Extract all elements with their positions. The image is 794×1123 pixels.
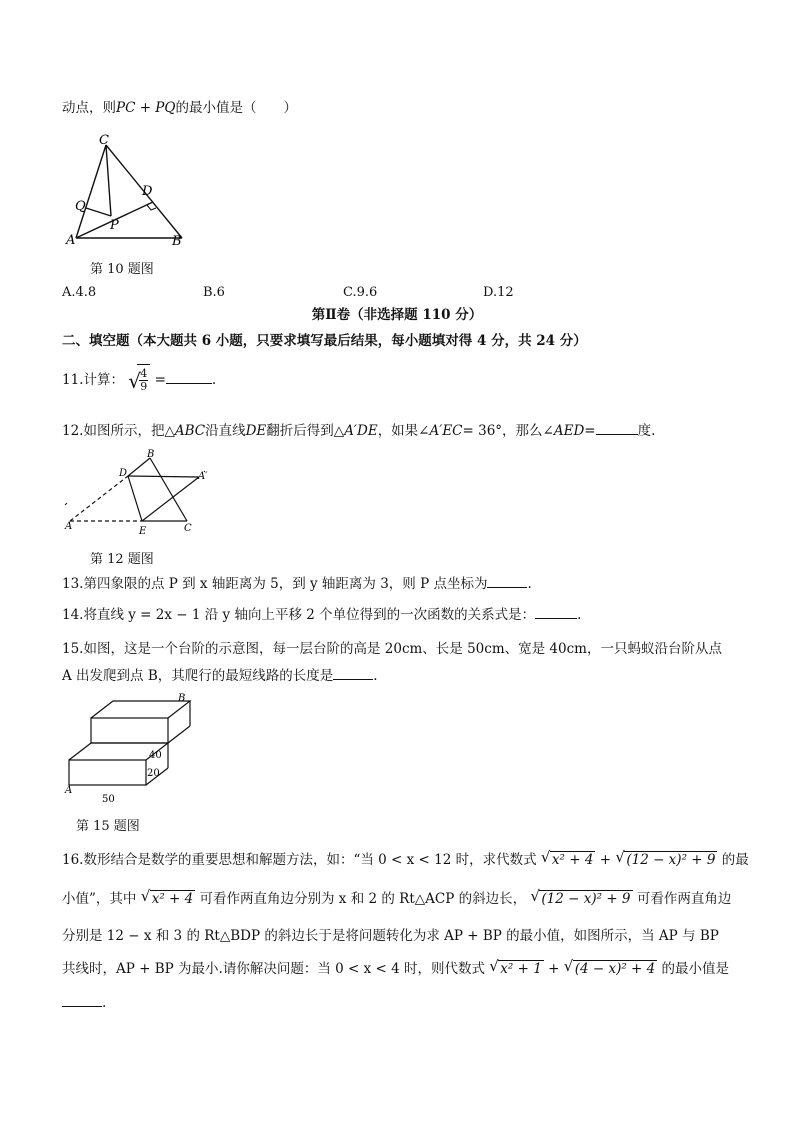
q10-expr: PC + PQ — [116, 100, 176, 116]
q16-line2 — [62, 888, 731, 910]
q15-figure — [62, 690, 202, 808]
q16-line4 — [62, 958, 729, 980]
q16-sqrt3: √ x² + 4 — [140, 887, 194, 907]
q10-text-end: 的最小值是（ ） — [175, 100, 297, 116]
q16-answer-blank[interactable] — [62, 993, 102, 1007]
q10-label-q: Q — [75, 199, 86, 214]
q10-option-d: D.12 — [483, 285, 514, 300]
q16-plus: + — [599, 852, 612, 868]
q16-sqrt4: √ (12 − x)² + 9 — [530, 887, 631, 907]
q12-label-a: A — [65, 521, 73, 532]
q12-t4: ，如果∠ — [377, 423, 430, 439]
q10-option-b: B.6 — [203, 285, 225, 300]
q16-line5 — [62, 993, 106, 1012]
q10-figure — [62, 132, 202, 247]
q14-answer-blank[interactable] — [535, 605, 577, 619]
q15-line2-text: A 出发爬到点 B，其爬行的最短线路的长度是 — [62, 668, 334, 684]
q11-end: . — [211, 372, 217, 388]
q15-label-50: 50 — [102, 794, 115, 805]
q15-caption: 第 15 题图 — [76, 819, 140, 834]
q15-label-b: B — [178, 693, 186, 704]
q13-answer-blank[interactable] — [487, 574, 527, 588]
q14-end: . — [577, 607, 582, 623]
q14-text: 14.将直线 y = 2x − 1 沿 y 轴向上平移 2 个单位得到的一次函数的关系式是： — [62, 607, 536, 623]
q14 — [62, 605, 581, 624]
q16-sqrt2-body: (12 − x)² + 9 — [626, 852, 716, 868]
q15-answer-blank[interactable] — [333, 666, 373, 680]
q10-label-d: D — [142, 184, 153, 199]
q12-label-a1: A′ — [198, 471, 208, 482]
q10-text: 动点，则 — [62, 100, 116, 116]
q15-label-a: A — [65, 785, 73, 796]
q16-sqrt6: √ (4 − x)² + 4 — [563, 957, 656, 977]
q13-text: 13.第四象限的点 P 到 x 轴距离为 5，到 y 轴距离为 3，则 P 点坐标为 — [62, 576, 488, 592]
q16-line1 — [62, 849, 749, 871]
q12-ade: A′DE — [344, 423, 378, 439]
q16-sqrt1-body: x² + 4 — [551, 852, 594, 868]
q16-sqrt3-body: x² + 4 — [151, 891, 194, 907]
q16-l1a: 16.数形结合是数学的重要思想和解题方法，如：“当 0 < x < 12 时，求代数式 — [62, 852, 537, 868]
q10-label-b: B — [172, 234, 182, 247]
q10-stem — [62, 99, 297, 117]
q16-l2b: 可看作两直角边分别为 x 和 2 的 Rt△ACP 的斜边长， — [199, 891, 527, 907]
q15-line1: 15.如图，这是一个台阶的示意图，每一层台阶的高是 20cm、长是 50cm、宽是 40cm，一只蚂蚁沿台阶从点 — [62, 641, 722, 657]
q16-sqrt2: √ (12 − x)² + 9 — [615, 848, 716, 868]
q16-l2a: 小值”，其中 — [62, 891, 137, 907]
q16-line3: 分别是 12 − x 和 3 的 Rt△BDP 的斜边长于是将问题转化为求 AP + BP 的最小值，如图所示，当 AP 与 BP — [62, 928, 719, 944]
q10-option-c: C.9.6 — [343, 285, 378, 300]
q16-l4b: 的最小值是 — [661, 961, 730, 977]
section2-title: 第Ⅱ卷（非选择题 110 分） — [311, 307, 483, 323]
q12-de: DE — [245, 423, 267, 439]
q10-label-c: C — [99, 133, 109, 148]
q11-label: 11.计算： — [62, 372, 124, 388]
q13-end: . — [527, 576, 532, 592]
q15-line2 — [62, 666, 378, 685]
q11-sqrt: √ $\frac{4}{9}$ — [128, 364, 150, 395]
q13 — [62, 574, 532, 593]
q16-l4a: 共线时，AP + BP 为最小.请你解决问题：当 0 < x < 4 时，则代数式 — [62, 961, 485, 977]
q12-abc: ABC — [174, 423, 206, 439]
q10-option-a: A.4.8 — [62, 285, 97, 300]
q12-end: 度. — [637, 423, 656, 439]
section2-heading: 二、填空题（本大题共 6 小题，只要求填写最后结果，每小题填对得 4 分，共 24 分） — [62, 333, 587, 349]
q11-denominator: 9 — [140, 380, 148, 393]
q12-answer-blank[interactable] — [596, 421, 638, 435]
q10-caption: 第 10 题图 — [90, 262, 154, 277]
q16-sqrt6-body: (4 − x)² + 4 — [574, 961, 656, 977]
q15-end: . — [373, 668, 378, 684]
q11 — [62, 364, 216, 394]
q12-figure — [62, 448, 222, 540]
q15-label-40: 40 — [149, 750, 162, 761]
q16-sqrt4-body: (12 − x)² + 9 — [541, 891, 631, 907]
q16-sqrt5-body: x² + 1 — [500, 961, 542, 977]
q10-label-p: P — [110, 218, 119, 233]
q12-t6: = — [584, 423, 596, 439]
q12-t3: 翻折后得到△ — [266, 423, 345, 439]
q16-l2c: 可看作两直角边 — [636, 891, 732, 907]
q11-numerator: 4 — [140, 367, 148, 380]
q16-plus-2: + — [548, 961, 560, 977]
q12-aec: A′EC — [429, 423, 463, 439]
q15-label-20: 20 — [147, 768, 160, 779]
q12-caption: 第 12 题图 — [90, 552, 154, 567]
q11-answer-blank[interactable] — [166, 370, 212, 384]
q10-label-a: A — [66, 233, 76, 247]
q12-t1: 12.如图所示，把△ — [62, 423, 175, 439]
q16-end: . — [102, 995, 107, 1011]
q12-t2: 沿直线 — [205, 423, 246, 439]
q16-sqrt1: √ x² + 4 — [540, 848, 594, 868]
q11-eq: = — [154, 372, 166, 388]
q16-l1b: 的最 — [721, 852, 749, 868]
q12-label-d: D — [119, 468, 128, 479]
q12-label-c: C — [184, 523, 192, 534]
q16-sqrt5: √ x² + 1 — [489, 957, 542, 977]
q12-t5: = 36°，那么∠ — [462, 423, 554, 439]
q12-aed: AED — [553, 423, 585, 439]
q12-stem — [62, 421, 655, 440]
q12-label-e: E — [139, 526, 147, 537]
q12-label-b: B — [147, 449, 155, 460]
